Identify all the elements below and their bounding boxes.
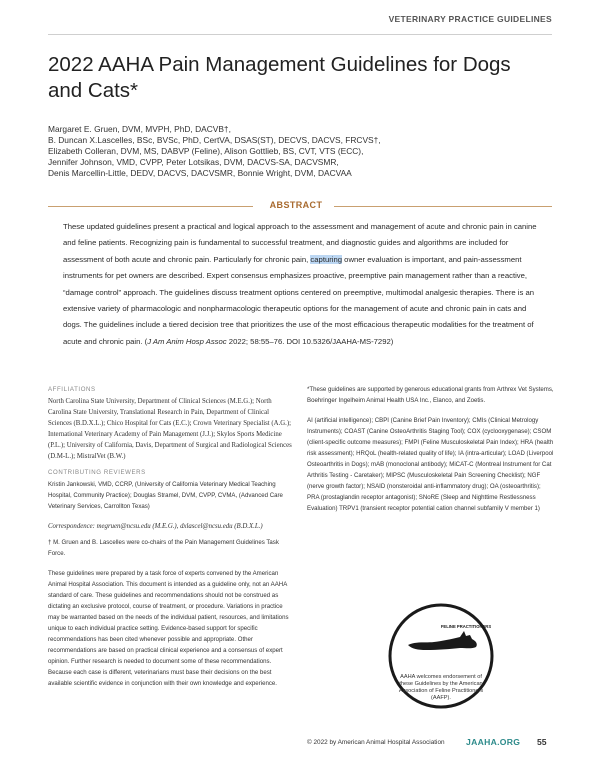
author-list <box>48 124 548 179</box>
header-divider <box>48 34 552 35</box>
disclaimer-text: These guidelines were prepared by a task force of experts convened by the American Animal Hospital Association. This document is intended as a guideline only, not an AAHA standard of care. These guidelines and recommendations should not be construed as dictating an exclusive protocol, course of treatment, or procedure. Variations in practice may be warranted based on the needs of the individual patient, resources, and limitations unique to each individual practice setting. Evidence-based support for specific recommendations has been cited whenever possible and appropriate. Other recommendations are based on practical clinical experience and a consensus of expert opinion. Further research is needed to document some of these recommendations. Because each case is different, veterinarians must base their decisions on the best available scientific evidence in conjunction with their own knowledge and experience. <box>48 570 289 687</box>
abbreviations-text: AI (artificial intelligence); CBPI (Canine Brief Pain Inventory); CMIs (Clinical Metrology Instruments); COAST (Canine OsteoArthritis Staging Tool); COX (cyclooxygenase); CSOM (client-specific outcome measures); FMPI (Feline Musculoskeletal Pain Index); HRA (health risk assessment); HRQoL (health-related quality of life); IA (intra-articular); LOAD (Liverpool Osteoarthritis in Dogs); mAB (monoclonal antibody); MiCAT-C (Montreal Instrument for Cat Arthritis Testing - Caretaker); MIPSC (Musculoskeletal Pain Screening Checklist); NGF (nerve growth factor); NSAID (nonsteroidal anti-inflammatory drug); OA (osteoarthritis); PRA (prostaglandin receptor antagonist); SNoRE (Sleep and Nighttime Restlessness Evaluation) TRPV1 (transient receptor potential cation channel subfamily V member 1) <box>307 417 554 512</box>
abstract-text-part: 2022; 58:55–76. DOI 10.5326/JAAHA-MS-7292) <box>226 336 394 346</box>
author-line: Jennifer Johnson, VMD, CVPP, Peter Lotsikas, DVM, DACVS-SA, DACVSMR, <box>48 157 339 167</box>
author-line: Denis Marcellin-Little, DEDV, DACVS, DACVSMR, Bonnie Wright, DVM, DACVAA <box>48 168 352 178</box>
author-line: Margaret E. Gruen, DVM, MVPH, PhD, DACVB†, <box>48 124 231 134</box>
support-note: *These guidelines are supported by generous educational grants from Arthrex Vet Systems, Boehringer Ingelheim Animal Health USA Inc., Elanco, and Zoetis. <box>307 386 554 404</box>
abstract-text-part: owner evaluation is important, and pain-assessment instruments for pet owners are described. Expert consensus emphasizes proactive, preemptive pain management rather than a reactive, “damage control” approach. The guidelines discuss treatment options centered on preemptive, multimodal analgesic therapies. There is an extensive variety of pharmacologic and nonpharmacologic therapeutic options for the management of acute and chronic pain in cats and dogs. The guidelines include a tiered decision tree that prioritizes the use of the most efficacious therapeutic modalities for the treatment of acute and chronic pain. ( <box>63 254 535 346</box>
reviewers-text: Kristin Jankowski, VMD, CCRP, (University of California Veterinary Medical Teaching Hospital, Community Practice); Douglas Stramel, DVM, CVPP, CVMA, (Advanced Care Veterinary Services, Carrollton Texas) <box>48 481 283 510</box>
abstract-text <box>63 219 543 350</box>
copyright-notice: © 2022 by American Animal Hospital Association <box>307 739 445 746</box>
cochairs-note: † M. Gruen and B. Lascelles were co-chairs of the Pain Management Guidelines Task Force. <box>48 539 279 557</box>
abstract-rule-right <box>334 206 552 207</box>
affiliations-text: North Carolina State University, Department of Clinical Sciences (M.E.G.); North Carolina State University, Translational Research in Pain, Department of Clinical Sciences (B.D.X.L.); Chico Hospital for Cats (E.C.); Crown Veterinary Specialist (A.G.); International Veterinary Academy of Pain Management (J.J.); Skylos Sports Medicine (P.L.); University of California, Davis, Department of Surgical and Radiological Sciences (D.M-L.); MistralVet (B.W.) <box>48 398 292 460</box>
page-number: 55 <box>537 737 547 747</box>
logo-text-line: FELINE PRACTITIONERS <box>440 624 492 629</box>
endorsement-text: AAHA welcomes endorsement of these Guidelines by the American Association of Feline Practitioners (AAFP). <box>398 674 484 701</box>
abstract-heading-bar <box>48 200 552 212</box>
article-title: 2022 AAHA Pain Management Guidelines for Dogs and Cats* <box>48 53 511 102</box>
abstract-rule-left <box>48 206 253 207</box>
journal-citation: J Am Anim Hosp Assoc <box>147 336 227 346</box>
left-column <box>48 384 292 689</box>
author-line: B. Duncan X.Lascelles, BSc, BVSc, PhD, CertVA, DSAS(ST), DECVS, DACVS, FRCVS†, <box>48 135 381 145</box>
reviewers-heading: CONTRIBUTING REVIEWERS <box>48 469 146 476</box>
journal-site-link[interactable]: JAAHA.ORG <box>466 737 521 747</box>
author-line: Elizabeth Colleran, DVM, MS, DABVP (Feline), Alison Gottlieb, BS, CVT, VTS (ECC), <box>48 146 364 156</box>
selected-word-highlight[interactable]: capturing <box>310 254 343 264</box>
abstract-text-part: These updated guidelines present a practical and logical approach to the assessment and management of acute and chronic pain in canine and feline patients. Recognizing pain is fundamental to successful treatment, and diagnostic guides and algorithms are included for assessment of both acute and chronic pain. Particularly for chronic pain, <box>63 222 537 264</box>
abstract-heading: ABSTRACT <box>269 200 323 210</box>
right-column <box>307 384 554 514</box>
correspondence-text: Correspondence: megruen@ncsu.edu (M.E.G.), dxlascel@ncsu.edu (B.D.X.L.) <box>48 523 263 530</box>
journal-section-header: VETERINARY PRACTICE GUIDELINES <box>388 14 552 24</box>
affiliations-heading: AFFILIATIONS <box>48 386 96 393</box>
